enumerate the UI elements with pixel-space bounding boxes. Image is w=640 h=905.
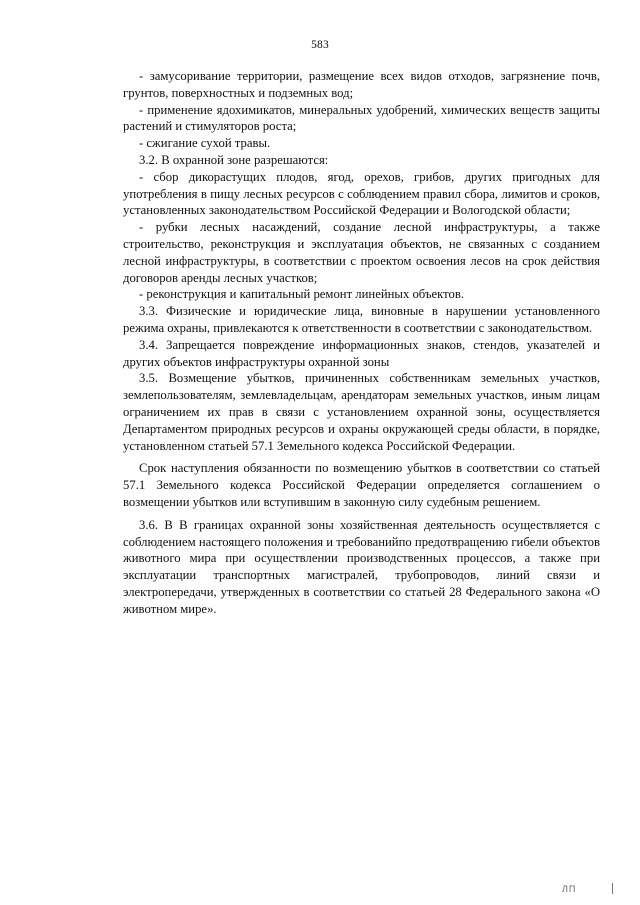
list-item-littering: - замусоривание территории, размещение всех видов отходов, загрязнение почв, грунтов, поверхностных и подземных вод;	[123, 69, 600, 100]
list-item-linear-objects: - реконструкция и капитальный ремонт линейных объектов.	[139, 287, 465, 302]
section-3-6: 3.6. В В границах охранной зоны хозяйственная деятельность осуществляется с соблюдением настоящего положения и требованийпо предотвращению гибели объектов животного мира при осуществлении производственных процессов, а также при эксплуатации транспортных магистралей, трубопроводов, линий связи и электропередачи, утвержденных в соответствии со статьей 28 Федерального закона «О животном мире».	[123, 517, 600, 616]
document-body	[123, 68, 600, 618]
section-3-5: 3.5. Возмещение убытков, причиненных собственникам земельных участков, землепользователям, землевладельцам, арендаторам земельных участков, иным лицам ограничением их прав в связи с установлением охранной зоны, осуществляется Департаментом природных ресурсов и охраны окружающей среды области, в порядке, установленном статьей 57.1 Земельного кодекса Российской Федерации.	[123, 371, 600, 453]
section-3-3: 3.3. Физические и юридические лица, виновные в нарушении установленного режима охраны, привлекаются к ответственности в соответствии с законодательством.	[123, 304, 600, 335]
footer-stamp: ЛП	[562, 884, 577, 894]
page-number: 583	[311, 39, 329, 51]
footer-mark	[612, 883, 613, 894]
list-item-forest-gathering: - сбор дикорастущих плодов, ягод, орехов, грибов, других пригодных для употребления в пищу лесных ресурсов с соблюдением правил сбора, лимитов и сроков, установленных законодательством Российской Федерации и Вологодской области;	[123, 169, 600, 218]
list-item-logging: - рубки лесных насаждений, создание лесной инфраструктуры, а также строительство, реконструкция и эксплуатация объектов, не связанных с созданием лесной инфраструктуры, в соответствии с проектом освоения лесов на срок действия договоров аренды лесных участков;	[123, 220, 600, 285]
section-3-4: 3.4. Запрещается повреждение информационных знаков, стендов, указателей и других объектов инфраструктуры охранной зоны	[123, 337, 600, 369]
compensation-term-paragraph: Срок наступления обязанности по возмещению убытков в соответствии со статьей 57.1 Земельного кодекса Российской Федерации определяется соглашением о возмещении убытков или вступившим в законную силу судебным решением.	[123, 461, 600, 509]
list-item-grass-burning: - сжигание сухой травы.	[139, 136, 271, 151]
section-3-2-heading: 3.2. В охранной зоне разрешаются:	[139, 152, 329, 167]
list-item-chemicals: - применение ядохимикатов, минеральных удобрений, химических веществ защиты растений и стимуляторов роста;	[123, 102, 600, 134]
